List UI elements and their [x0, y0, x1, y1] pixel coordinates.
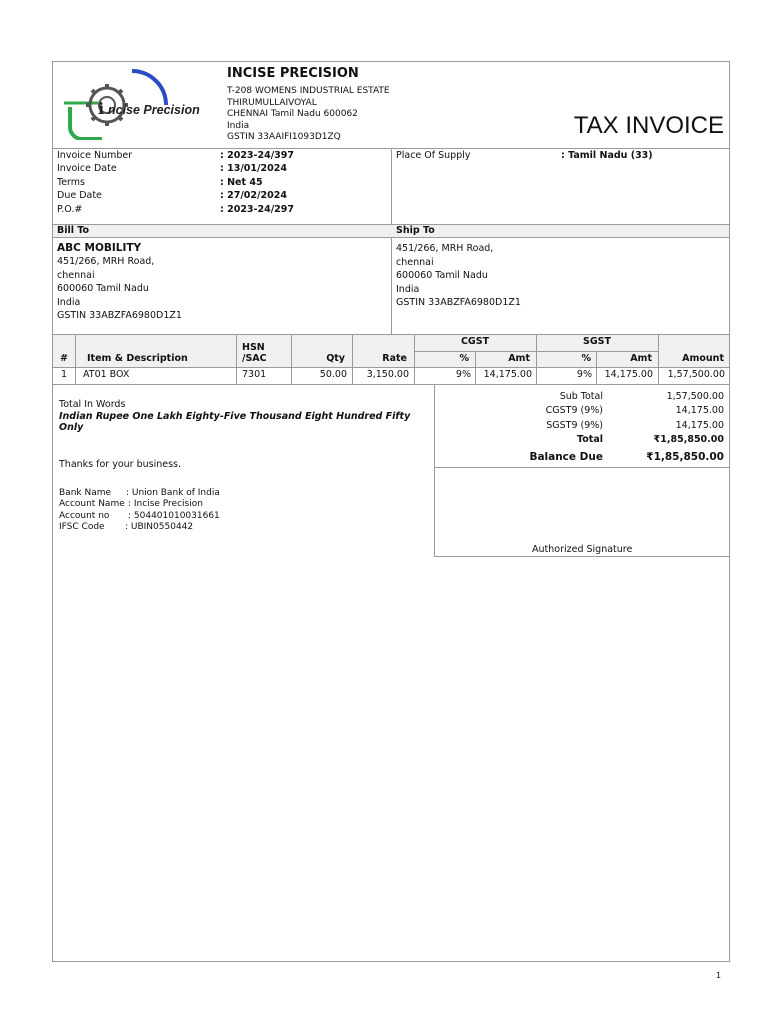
address-line: CHENNAI Tamil Nadu 600062: [227, 109, 358, 119]
bank-label: IFSC Code: [59, 521, 105, 532]
company-logo: [62, 67, 203, 140]
ship-to-line: 451/266, MRH Road,: [396, 243, 494, 254]
total-label: Total: [577, 434, 603, 445]
col-qty-header: Qty: [326, 353, 345, 364]
ship-to-line: chennai: [396, 256, 434, 268]
col-sgst-amt-header: Amt: [630, 353, 652, 364]
invoice-details-values: [220, 150, 294, 217]
col-item-header: Item & Description: [87, 353, 188, 364]
total-in-words-label: Total In Words: [59, 399, 126, 410]
ship-to-header: Ship To: [396, 225, 435, 236]
col-cgst-pct-header: %: [459, 353, 469, 364]
balance-due-value: ₹1,85,850.00: [646, 451, 724, 463]
bill-to-block: [57, 242, 182, 324]
authorized-signature: Authorized Signature: [532, 544, 633, 555]
bill-to-gstin: GSTIN 33ABZFA6980D1Z1: [57, 310, 182, 321]
ship-to-gstin: GSTIN 33ABZFA6980D1Z1: [396, 297, 521, 308]
ship-to-line: India: [396, 283, 420, 295]
row-sgst-pct: 9%: [576, 369, 592, 380]
invoice-details-labels: [57, 150, 132, 217]
po-number: : 2023-24/297: [220, 203, 295, 215]
bank-details: [59, 488, 220, 533]
col-sgst-pct-header: %: [581, 353, 591, 364]
bill-to-line: 600060 Tamil Nadu: [57, 283, 149, 294]
due-date: : 27/02/2024: [220, 190, 287, 202]
detail-label: Terms: [57, 176, 85, 188]
bill-to-header: Bill To: [57, 225, 90, 236]
row-qty: 50.00: [319, 369, 347, 380]
detail-label: Due Date: [57, 190, 102, 202]
bill-to-line: 451/266, MRH Road,: [57, 256, 155, 267]
row-cgst-amt: 14,175.00: [483, 369, 532, 380]
total-in-words-line1: Indian Rupee One Lakh Eighty-Five Thousand Eight Hundred Fifty: [59, 411, 411, 422]
address-line: THIRUMULLAIVOYAL: [227, 97, 317, 108]
total-value: ₹1,85,850.00: [653, 434, 724, 445]
col-sac-header: /SAC: [242, 353, 267, 364]
cgst-label: CGST9 (9%): [545, 405, 603, 416]
bank-label: Account Name: [59, 499, 125, 510]
col-hsn-header: HSN: [242, 342, 265, 353]
bank-name-value: : Union Bank of India: [126, 488, 220, 498]
row-hsn: 7301: [242, 369, 267, 380]
col-sgst-header: SGST: [583, 336, 611, 347]
bill-to-line: India: [57, 296, 81, 308]
ifsc-value: : UBIN0550442: [125, 521, 194, 532]
account-name-value: : Incise Precision: [128, 499, 203, 510]
thanks-message: Thanks for your business.: [59, 459, 182, 470]
address-line: T-208 WOMENS INDUSTRIAL ESTATE: [227, 86, 390, 96]
detail-label: P.O.#: [57, 203, 83, 215]
row-cgst-pct: 9%: [455, 369, 471, 380]
bill-to-line: chennai: [57, 269, 95, 281]
sub-total-label: Sub Total: [559, 391, 603, 402]
total-in-words-line2: Only: [59, 422, 84, 433]
account-number-value: : 504401010031661: [128, 510, 220, 521]
company-address: [227, 86, 390, 144]
ship-to-block: [396, 243, 521, 311]
invoice-page: [52, 61, 730, 962]
col-num-header: #: [60, 353, 68, 364]
row-rate: 3,150.00: [366, 369, 409, 380]
col-amount-header: Amount: [682, 353, 724, 364]
row-amount: 1,57,500.00: [667, 369, 725, 380]
col-rate-header: Rate: [382, 353, 407, 364]
bank-label: Bank Name: [59, 488, 112, 498]
bank-label: Account no: [59, 510, 110, 521]
page-number: 1: [716, 971, 722, 980]
sgst-value: 14,175.00: [675, 420, 724, 431]
col-cgst-amt-header: Amt: [508, 353, 530, 364]
company-gstin: GSTIN 33AAIFI1093D1ZQ: [227, 132, 341, 142]
col-cgst-header: CGST: [460, 336, 490, 347]
sub-total-value: 1,57,500.00: [666, 391, 724, 402]
address-line: India: [227, 120, 250, 131]
balance-due-label: Balance Due: [529, 451, 603, 463]
terms-value: : Net 45: [220, 176, 263, 188]
document-title: TAX INVOICE: [573, 112, 724, 139]
bill-to-name: ABC MOBILITY: [57, 242, 142, 254]
ship-to-line: 600060 Tamil Nadu: [396, 270, 488, 281]
row-num: 1: [60, 369, 68, 380]
company-name: INCISE PRECISION: [227, 66, 359, 81]
invoice-date: : 13/01/2024: [220, 163, 287, 175]
cgst-value: 14,175.00: [675, 405, 724, 416]
invoice-number: : 2023-24/397: [220, 150, 295, 161]
sgst-label: SGST9 (9%): [546, 420, 603, 431]
place-of-supply-value: : Tamil Nadu (33): [561, 150, 653, 161]
logo-initial: i: [98, 99, 105, 118]
place-of-supply-label: Place Of Supply: [396, 150, 471, 161]
detail-label: Invoice Date: [57, 163, 117, 175]
row-item: AT01 BOX: [83, 369, 130, 380]
detail-label: Invoice Number: [57, 150, 133, 161]
logo-text: ncise Precision: [108, 103, 200, 117]
row-sgst-amt: 14,175.00: [604, 369, 653, 380]
